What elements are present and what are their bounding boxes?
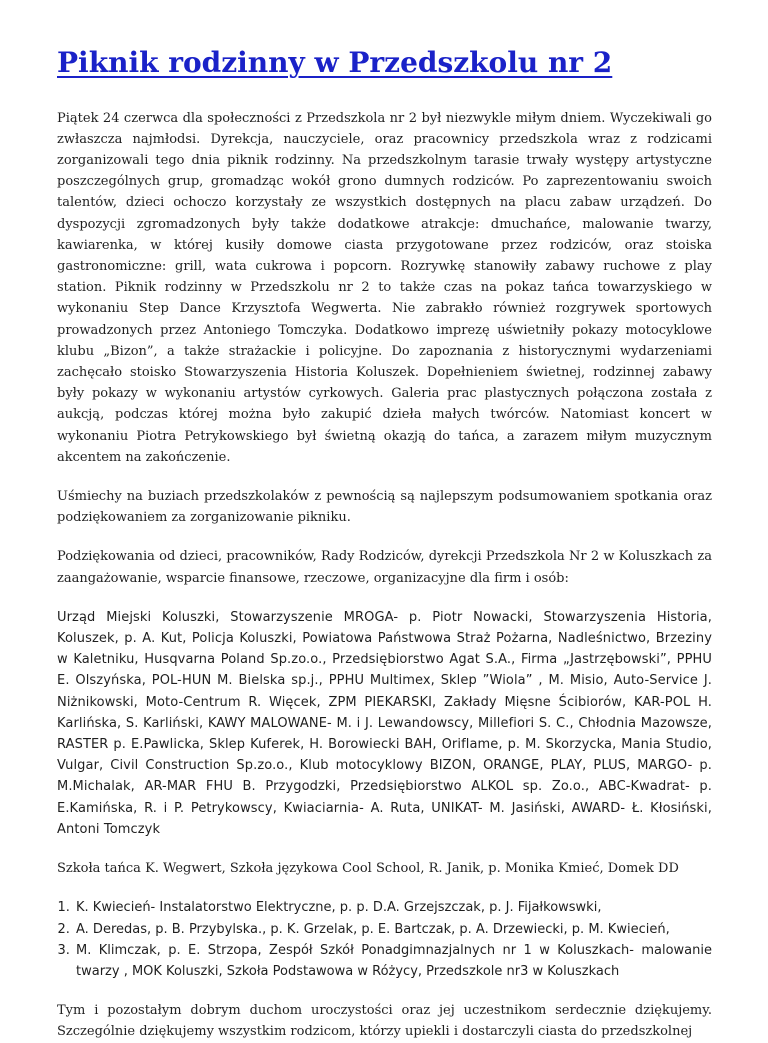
thanks-list bbox=[57, 897, 712, 982]
summary-paragraph: Uśmiechy na buziach przedszkolaków z pewnością są najlepszym podsumowaniem spotkania oraz podziękowaniem za zorganizowanie pikniku. bbox=[57, 489, 712, 526]
list-item: 1. K. Kwiecień- Instalatorstwo Elektryczne, p. p. D.A. Grzejszczak, p. J. Fijałkowswki, bbox=[74, 897, 712, 918]
page-title-link[interactable]: Piknik rodzinny w Przedszkolu nr 2 bbox=[57, 46, 613, 79]
sponsors-paragraph: Urząd Miejski Koluszki, Stowarzyszenie MROGA- p. Piotr Nowacki, Stowarzyszenia Historia, Koluszek, p. A. Kut, Policja Koluszki, Powiatowa Państwowa Straż Pożarna, Nadleśnictwo, Brzeziny w Kaletniku, Husqvarna Poland Sp.zo.o., Przedsiębiorstwo Agat S.A., Firma „Jastrzębowski”, PPHU E. Olszyńska, POL-HUN M. Bielska sp.j., PPHU Multimex, Sklep ”Wiola” , M. Misio, Auto-Service J. Niżnikowski, Moto-Centrum R. Więcek, ZPM PIEKARSKI, Zakłady Mięsne Ścibiorów, KAR-POL H. Karlińska, S. Karliński, KAWY MALOWANE- M. i J. Lewandowscy, Millefiori S. C., Chłodnia Mazowsze, RASTER p. E.Pawlicka, Sklep Kuferek, H. Borowiecki BAH, Oriflame, p. M. Skorzycka, Mania Studio, Vulgar, Civil Construction Sp.zo.o., Klub motocyklowy BIZON, ORANGE, PLAY, PLUS, MARGO- p. M.Michalak, AR-MAR FHU B. Przygodzki, Przedsiębiorstwo ALKOL sp. Zo.o., ABC-Kwadrat- p. E.Kamińska, R. i P. Petrykowscy, Kwiaciarnia- A. Ruta, UNIKAT- M. Jasiński, AWARD- Ł. Kłosiński, Antoni Tomczyk bbox=[57, 609, 712, 837]
thanks-intro-paragraph: Podziękowania od dzieci, pracowników, Rady Rodziców, dyrekcji Przedszkola Nr 2 w Koluszkach za zaangażowanie, wsparcie finansowe, rzeczowe, organizacyjne dla firm i osób: bbox=[57, 549, 712, 586]
closing-paragraph: Tym i pozostałym dobrym duchom uroczystości oraz jej uczestnikom serdecznie dziękujemy. Szczególnie dziękujemy wszystkim rodzicom, którzy upiekli i dostarczyli ciasta do przedszkolnej bbox=[57, 1003, 712, 1040]
list-item: 2. A. Deredas, p. B. Przybylska., p. K. Grzelak, p. E. Bartczak, p. A. Drzewiecki, p. M. Kwiecień, bbox=[74, 919, 712, 940]
dance-school-paragraph: Szkoła tańca K. Wegwert, Szkoła językowa Cool School, R. Janik, p. Monika Kmieć, Domek DD bbox=[57, 861, 679, 877]
intro-paragraph: Piątek 24 czerwca dla społeczności z Przedszkola nr 2 był niezwykle miłym dniem. Wyczekiwali go zwłaszcza najmłodsi. Dyrekcja, nauczyciele, oraz pracownicy przedszkola wraz z rodzicami zorganizowali tego dnia piknik rodzinny. Na przedszkolnym tarasie trwały występy artystyczne poszczególnych grup, gromadząc wokół grono dumnych rodziców. Po zaprezentowaniu swoich talentów, dzieci ochoczo korzystały ze wszystkich dostępnych na placu zabaw urządzeń. Do dyspozycji zgromadzonych były także dodatkowe atrakcje: dmuchańce, malowanie twarzy, kawiarenka, w której kusiły domowe ciasta przygotowane przez rodziców, oraz stoiska gastronomiczne: grill, wata cukrowa i popcorn. Rozrywkę stanowiły zabawy ruchowe z play station. Piknik rodzinny w Przedszkolu nr 2 to także czas na pokaz tańca towarzyskiego w wykonaniu Step Dance Krzysztofa Wegwerta. Nie zabrakło również rozgrywek sportowych prowadzonych przez Antoniego Tomczyka. Dodatkowo imprezę uświetniły pokazy motocyklowe klubu „Bizon”, a także strażackie i policyjne. Do zapoznania z historycznymi wydarzeniami zachęcało stoisko Stowarzyszenia Historia Koluszek. Dopełnieniem świetnej, rodzinnej zabawy były pokazy w wykonaniu artystów cyrkowych. Galeria prac plastycznych połączona została z aukcją, podczas której można było zakupić dzieła małych twórców. Natomiast koncert w wykonaniu Piotra Petrykowskiego był świetną okazją do tańca, a zarazem miłym muzycznym akcentem na zakończenie. bbox=[57, 110, 712, 465]
list-item: 3. M. Klimczak, p. E. Strzopa, Zespół Szkół Ponadgimnazjalnych nr 1 w Koluszkach- malowanie twarzy , MOK Koluszki, Szkoła Podstawowa w Różycy, Przedszkole nr3 w Koluszkach bbox=[74, 940, 712, 982]
